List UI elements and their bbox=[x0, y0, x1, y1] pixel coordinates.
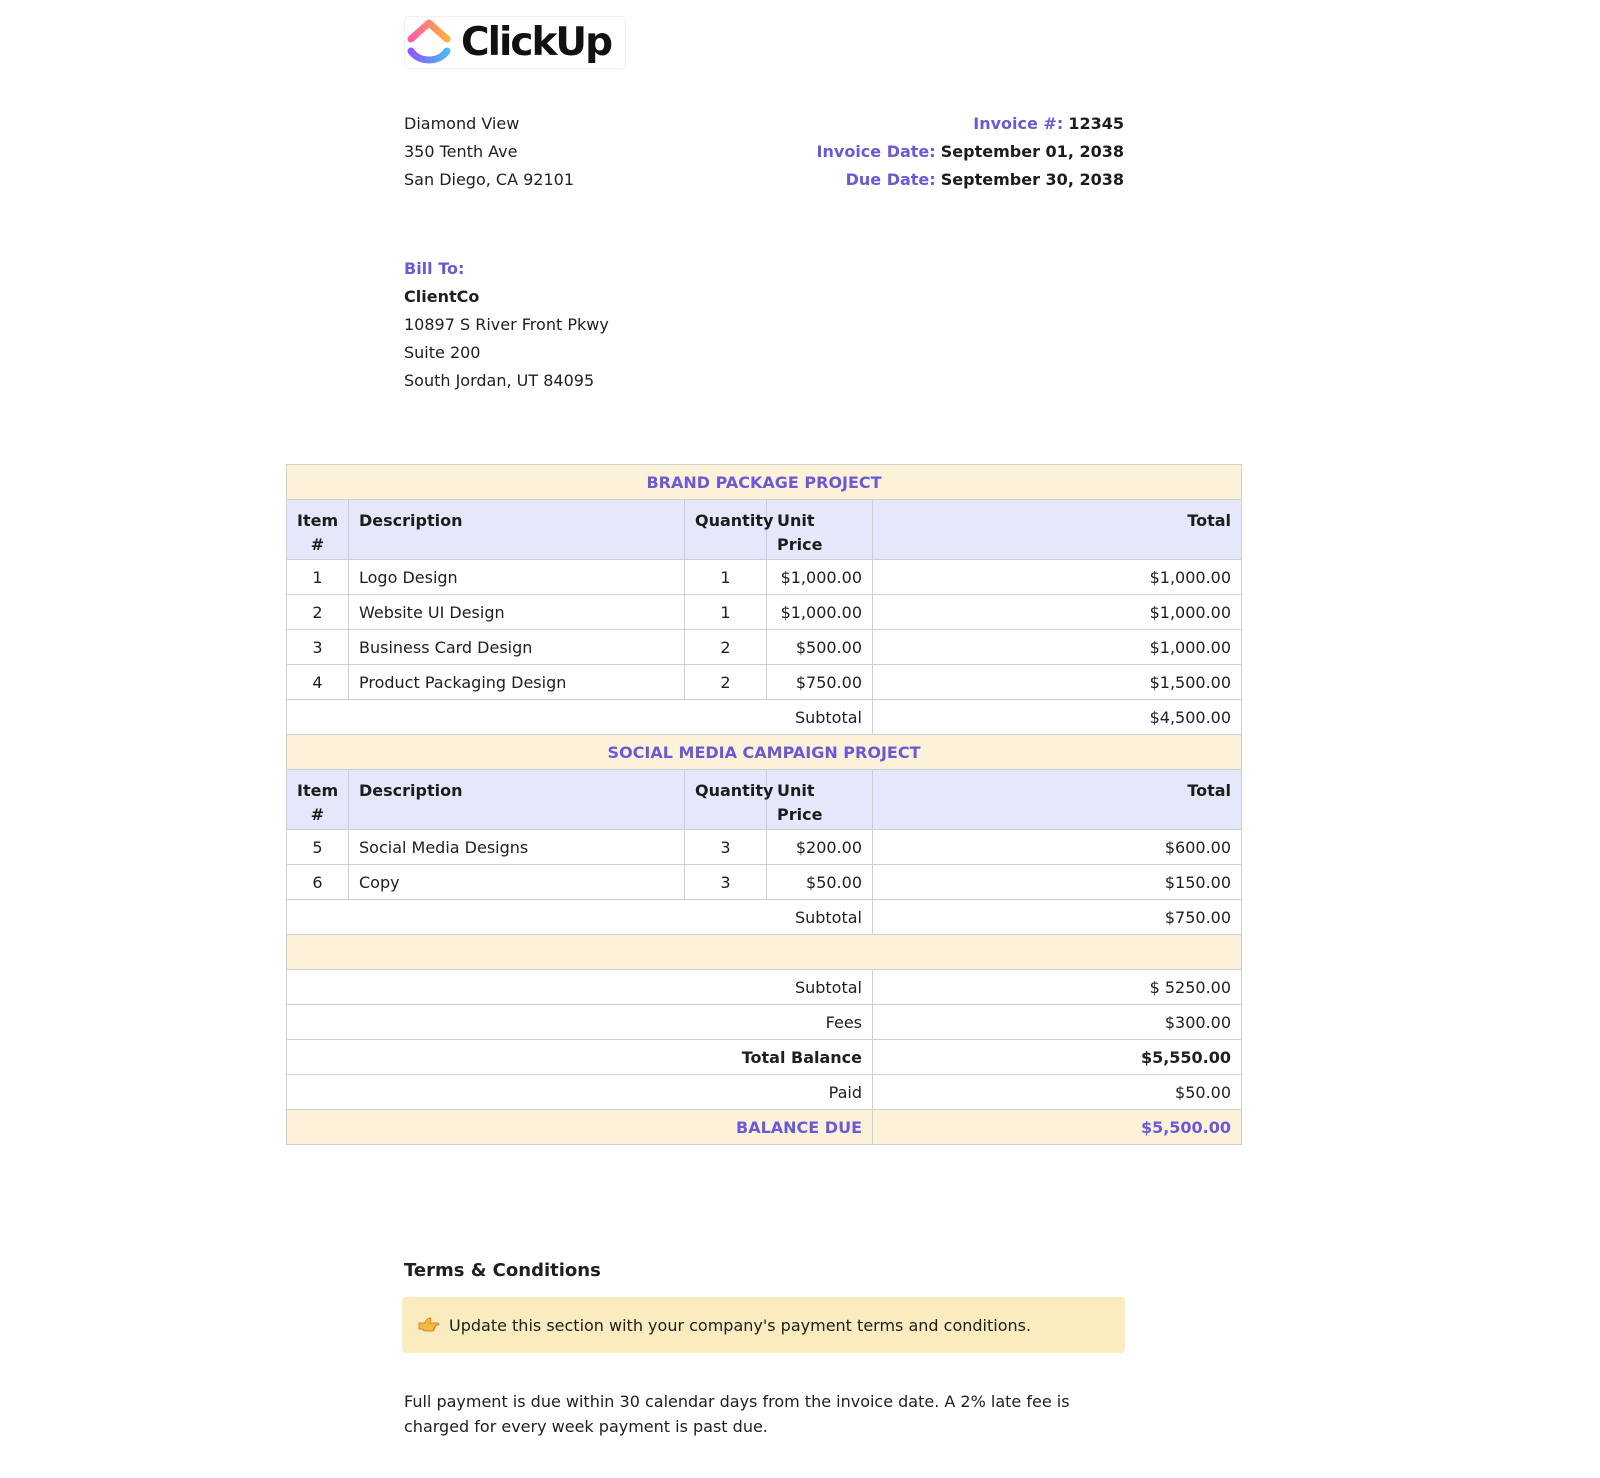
paid-row bbox=[287, 1075, 1242, 1110]
client-address-line-1: 10897 S River Front Pkwy bbox=[404, 315, 609, 334]
section-subtotal-row bbox=[287, 700, 1242, 735]
table-row bbox=[287, 665, 1242, 700]
item-description: Copy bbox=[349, 865, 685, 900]
balance-due-value[interactable]: $5,500.00 bbox=[873, 1110, 1242, 1145]
fees-value: $300.00 bbox=[873, 1005, 1242, 1040]
terms-body: Full payment is due within 30 calendar days from the invoice date. A 2% late fee is charged for every week payment is past due. bbox=[404, 1392, 1070, 1436]
fees-label: Fees bbox=[287, 1005, 873, 1040]
item-unit-price: $1,000.00 bbox=[767, 560, 873, 595]
paid-value: $50.00 bbox=[873, 1075, 1242, 1110]
summary-fees-row bbox=[287, 1005, 1242, 1040]
clickup-logo bbox=[404, 16, 626, 69]
column-header-description: Description bbox=[349, 770, 685, 830]
sender-line-3: San Diego, CA 92101 bbox=[404, 170, 575, 189]
terms-callout bbox=[402, 1297, 1125, 1353]
column-header-unit-price: Unit Price bbox=[767, 770, 873, 830]
item-total: $1,000.00 bbox=[873, 560, 1242, 595]
table-row bbox=[287, 630, 1242, 665]
client-name: ClientCo bbox=[404, 287, 480, 306]
invoice-date-label: Invoice Date: bbox=[816, 142, 936, 161]
paid-label: Paid bbox=[287, 1075, 873, 1110]
item-total: $1,000.00 bbox=[873, 630, 1242, 665]
table-header-row bbox=[287, 500, 1242, 560]
item-unit-price: $200.00 bbox=[767, 830, 873, 865]
item-quantity: 2 bbox=[685, 665, 767, 700]
column-header-item: Item # bbox=[287, 500, 349, 560]
pointing-hand-icon bbox=[417, 1316, 441, 1334]
item-quantity: 1 bbox=[685, 595, 767, 630]
section-title-row bbox=[287, 465, 1242, 500]
item-total: $1,500.00 bbox=[873, 665, 1242, 700]
spacer-cell bbox=[287, 935, 1242, 970]
item-unit-price: $500.00 bbox=[767, 630, 873, 665]
item-number: 2 bbox=[287, 595, 349, 630]
table-row bbox=[287, 560, 1242, 595]
column-header-unit-price: Unit Price bbox=[767, 500, 873, 560]
summary-subtotal-label: Subtotal bbox=[287, 970, 873, 1005]
item-unit-price: $1,000.00 bbox=[767, 595, 873, 630]
column-header-quantity: Quantity bbox=[685, 500, 767, 560]
item-total: $600.00 bbox=[873, 830, 1242, 865]
section-title: BRAND PACKAGE PROJECT bbox=[287, 465, 1242, 500]
column-header-description: Description bbox=[349, 500, 685, 560]
item-unit-price: $50.00 bbox=[767, 865, 873, 900]
balance-due-label: BALANCE DUE bbox=[287, 1110, 873, 1145]
item-number: 6 bbox=[287, 865, 349, 900]
invoice-meta bbox=[817, 110, 1124, 194]
item-quantity: 2 bbox=[685, 630, 767, 665]
section-title-row bbox=[287, 735, 1242, 770]
due-date-value: September 30, 2038 bbox=[940, 170, 1124, 189]
item-number: 5 bbox=[287, 830, 349, 865]
summary-subtotal-value: $ 5250.00 bbox=[873, 970, 1242, 1005]
total-balance-value: $5,550.00 bbox=[873, 1040, 1242, 1075]
sender-line-2: 350 Tenth Ave bbox=[404, 142, 518, 161]
column-header-total: Total bbox=[873, 500, 1242, 560]
total-balance-label: Total Balance bbox=[287, 1040, 873, 1075]
section-subtotal-label: Subtotal bbox=[287, 700, 873, 735]
sender-address bbox=[404, 110, 574, 194]
clickup-logo-icon bbox=[407, 17, 453, 69]
item-description: Social Media Designs bbox=[349, 830, 685, 865]
table-row bbox=[287, 865, 1242, 900]
sender-line-1: Diamond View bbox=[404, 114, 520, 133]
invoice-table bbox=[286, 464, 1242, 1145]
item-unit-price: $750.00 bbox=[767, 665, 873, 700]
summary-subtotal-row bbox=[287, 970, 1242, 1005]
invoice-number-row bbox=[817, 110, 1124, 138]
client-address-line-2: Suite 200 bbox=[404, 343, 481, 362]
item-total: $150.00 bbox=[873, 865, 1242, 900]
logo-wordmark: ClickUp bbox=[461, 20, 611, 65]
item-quantity: 3 bbox=[685, 865, 767, 900]
section-subtotal-row bbox=[287, 900, 1242, 935]
table-row bbox=[287, 830, 1242, 865]
item-quantity: 3 bbox=[685, 830, 767, 865]
section-subtotal-label: Subtotal bbox=[287, 900, 873, 935]
callout-text: Update this section with your company's payment terms and conditions. bbox=[449, 1315, 1032, 1335]
terms-heading: Terms & Conditions bbox=[404, 1260, 601, 1281]
item-number: 4 bbox=[287, 665, 349, 700]
column-header-item: Item # bbox=[287, 770, 349, 830]
section-subtotal-value: $4,500.00 bbox=[873, 700, 1242, 735]
invoice-number-label: Invoice #: bbox=[973, 114, 1064, 133]
item-description: Logo Design bbox=[349, 560, 685, 595]
balance-due-row bbox=[287, 1110, 1242, 1145]
bill-to-label: Bill To: bbox=[404, 259, 465, 278]
item-quantity: 1 bbox=[685, 560, 767, 595]
item-description: Website UI Design bbox=[349, 595, 685, 630]
column-header-total: Total bbox=[873, 770, 1242, 830]
due-date-row bbox=[817, 166, 1124, 194]
table-row bbox=[287, 595, 1242, 630]
item-description: Product Packaging Design bbox=[349, 665, 685, 700]
section-subtotal-value: $750.00 bbox=[873, 900, 1242, 935]
bill-to bbox=[404, 255, 609, 395]
total-balance-row bbox=[287, 1040, 1242, 1075]
item-number: 1 bbox=[287, 560, 349, 595]
invoice-date-row bbox=[817, 138, 1124, 166]
item-description: Business Card Design bbox=[349, 630, 685, 665]
due-date-label: Due Date: bbox=[845, 170, 936, 189]
invoice-date-value: September 01, 2038 bbox=[940, 142, 1124, 161]
spacer-row bbox=[287, 935, 1242, 970]
client-address-line-3: South Jordan, UT 84095 bbox=[404, 371, 595, 390]
item-total: $1,000.00 bbox=[873, 595, 1242, 630]
item-number: 3 bbox=[287, 630, 349, 665]
table-header-row bbox=[287, 770, 1242, 830]
column-header-quantity: Quantity bbox=[685, 770, 767, 830]
section-title: SOCIAL MEDIA CAMPAIGN PROJECT bbox=[287, 735, 1242, 770]
invoice-number-value: 12345 bbox=[1068, 114, 1124, 133]
